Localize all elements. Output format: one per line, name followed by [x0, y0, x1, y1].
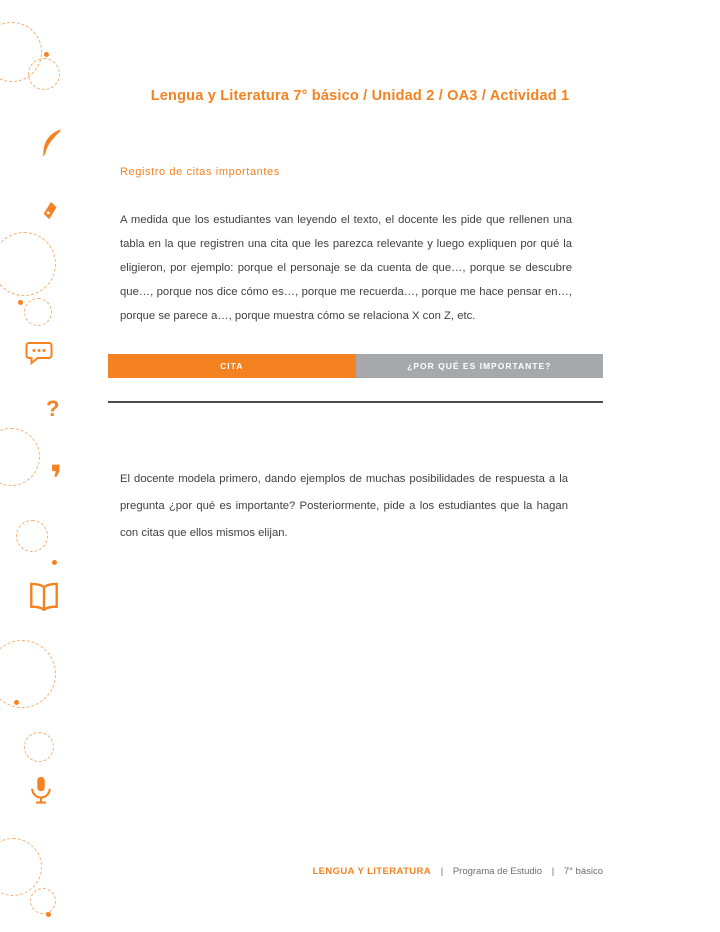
deco-swirl [30, 888, 56, 914]
deco-swirl [0, 232, 56, 296]
microphone-icon [26, 775, 56, 805]
speech-bubble-icon [24, 338, 54, 368]
open-book-icon [26, 580, 62, 614]
footer-separator: | [551, 866, 555, 877]
pen-nib-icon [40, 200, 62, 222]
citation-table [108, 354, 603, 403]
table-header-cita: CITA [108, 354, 356, 378]
table-header-por-que: ¿POR QUÉ ES IMPORTANTE? [356, 354, 604, 378]
deco-swirl [0, 428, 40, 486]
footer-separator: | [440, 866, 444, 877]
activity-subtitle: Registro de citas importantes [120, 166, 280, 178]
footer-program: Programa de Estudio [452, 866, 543, 877]
deco-dot [18, 300, 23, 305]
deco-dot [46, 912, 51, 917]
deco-swirl [24, 298, 52, 326]
decorative-left-border [0, 0, 100, 932]
deco-swirl [28, 58, 60, 90]
quill-icon [36, 126, 70, 160]
deco-dot [52, 560, 57, 565]
deco-swirl [0, 640, 56, 708]
question-mark-icon: ? [46, 396, 60, 421]
deco-swirl [0, 22, 42, 82]
page-footer [312, 866, 603, 877]
citation-table-empty-row [108, 378, 603, 403]
quote-comma-icon: ❜ [50, 459, 63, 500]
footer-grade: 7° básico [563, 866, 603, 877]
deco-swirl [24, 732, 54, 762]
citation-table-header-row [108, 354, 603, 378]
deco-swirl [0, 838, 42, 896]
activity-paragraph-1: A medida que los estudiantes van leyendo el texto, el docente les pide que rellenen una tabla en la que registren una cita que les parezca relevante y luego expliquen por qué la eligieron, por ejemplo: porque el personaje se da cuenta de que…, porque se descubre que…, porque nos dice cómo es…, porque me recuerda…, porque me hace pensar en…, porque se parece a…, porque muestra cómo se relaciona X con Z, etc. [120, 214, 572, 322]
deco-swirl [16, 520, 48, 552]
activity-paragraph-2: El docente modela primero, dando ejemplos de muchas posibilidades de respuesta a la pregunta ¿por qué es importante? Posteriormente, pide a los estudiantes que la hagan con citas que ellos mismos elijan. [120, 473, 568, 539]
footer-brand: LENGUA Y LITERATURA [312, 866, 432, 877]
deco-dot [44, 52, 49, 57]
page-title: Lengua y Literatura 7° básico / Unidad 2 / OA3 / Actividad 1 [150, 88, 570, 104]
deco-dot [14, 700, 19, 705]
